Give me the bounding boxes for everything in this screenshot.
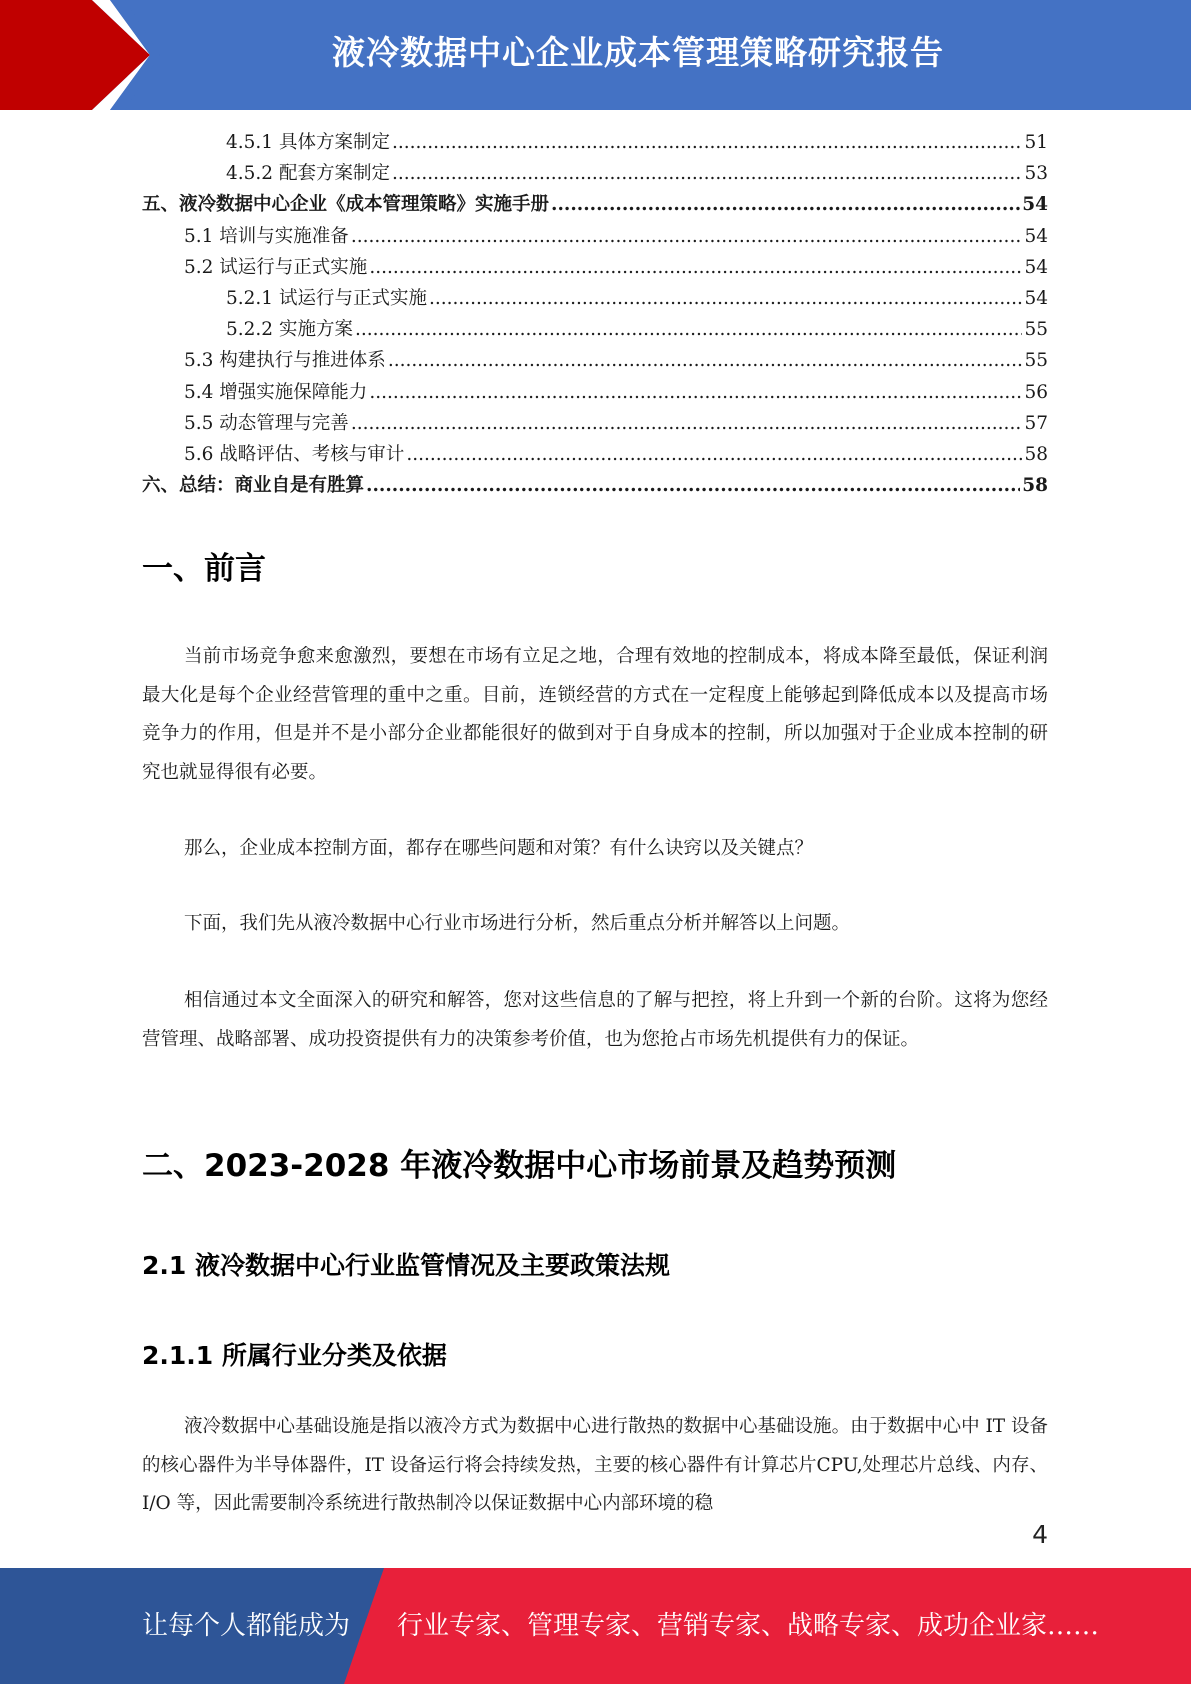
document-title: 液冷数据中心企业成本管理策略研究报告 [332, 33, 944, 72]
toc-entry[interactable] [142, 315, 1048, 346]
heading-section-2-1-1: 2.1.1 所属行业分类及依据 [142, 1341, 447, 1370]
toc-entry-label: 4.5.1 具体方案制定 [226, 132, 390, 153]
toc-entry-page: 54 [1024, 256, 1048, 278]
toc-entry-page: 51 [1024, 132, 1048, 153]
toc-entry-label: 5.6 战略评估、考核与审计 [184, 443, 405, 465]
paragraph-preface-4: 相信通过本文全面深入的研究和解答，您对这些信息的了解与把控，将上升到一个新的台阶。这将为您经营管理、战略部署、成功投资提供有力的决策参考价值，也为您抢占市场先机提供有力的保证。 [142, 990, 1048, 1050]
toc-leader-dots [388, 350, 1023, 371]
toc-entry[interactable] [142, 128, 1048, 159]
toc-entry[interactable] [142, 346, 1048, 377]
toc-leader-dots [369, 257, 1022, 278]
toc-entry-page: 56 [1024, 381, 1048, 403]
footer-slogan-right: 行业专家、管理专家、营销专家、战略专家、成功企业家…… [397, 1611, 1100, 1641]
toc-leader-dots [406, 444, 1022, 465]
toc-entry[interactable] [142, 190, 1048, 221]
toc-entry[interactable] [142, 284, 1048, 315]
page-number: 4 [1032, 1520, 1048, 1549]
toc-entry-page: 54 [1024, 225, 1048, 247]
toc-entry-page: 53 [1024, 163, 1048, 185]
paragraph-section-2-1-1: 液冷数据中心基础设施是指以液冷方式为数据中心进行散热的数据中心基础设施。由于数据中心中 IT 设备的核心器件为半导体器件，IT 设备运行将会持续发热，主要的核心器件有计算芯片CPU,处理芯片总线、内存、I/O 等，因此需要制冷系统进行散热制冷以保证数据中心内部环境的稳 [142, 1416, 1048, 1515]
header-banner [0, 0, 1191, 110]
toc-entry-page: 58 [1024, 443, 1048, 465]
toc-entry[interactable] [142, 378, 1048, 409]
footer-slogan-left: 让每个人都能成为 [142, 1611, 351, 1641]
paragraph-preface-3: 下面，我们先从液冷数据中心行业市场进行分析，然后重点分析并解答以上问题。 [184, 913, 851, 934]
toc-entry-label: 5.1 培训与实施准备 [184, 225, 349, 247]
toc-entry-label: 5.2.2 实施方案 [226, 319, 353, 341]
toc-leader-dots [429, 288, 1022, 309]
toc-leader-dots [355, 319, 1023, 340]
toc-leader-dots [392, 132, 1022, 153]
toc-entry-label: 5.2 试运行与正式实施 [184, 256, 368, 278]
toc-entry-page: 54 [1022, 194, 1048, 216]
toc-entry-page: 58 [1022, 475, 1048, 497]
toc-entry[interactable] [142, 409, 1048, 440]
toc-entry-label: 4.5.2 配套方案制定 [226, 163, 390, 185]
toc-entry[interactable] [142, 253, 1048, 284]
footer-banner [0, 1568, 1191, 1684]
paragraph-preface-1: 当前市场竞争愈来愈激烈，要想在市场有立足之地，合理有效地的控制成本，将成本降至最低，保证利润最大化是每个企业经营管理的重中之重。目前，连锁经营的方式在一定程度上能够起到降低成本以及提高市场竞争力的作用，但是并不是小部分企业都能很好的做到对于自身成本的控制，所以加强对于企业成本控制的研究也就显得很有必要。 [142, 646, 1048, 783]
toc-leader-dots [369, 382, 1022, 403]
toc-entry-label: 5.4 增强实施保障能力 [184, 381, 368, 403]
toc-entry-page: 55 [1024, 350, 1048, 372]
toc-entry-label: 5.3 构建执行与推进体系 [184, 350, 386, 372]
heading-preface: 一、前言 [142, 551, 266, 587]
toc-leader-dots [351, 226, 1023, 247]
toc-entry[interactable] [142, 222, 1048, 253]
toc-leader-dots [351, 413, 1023, 434]
toc-entry-page: 57 [1024, 412, 1048, 434]
toc-entry-label: 5.5 动态管理与完善 [184, 412, 349, 434]
toc-entry[interactable] [142, 471, 1048, 502]
toc-entry-label: 5.2.1 试运行与正式实施 [226, 287, 427, 309]
toc-entry-label: 五、液冷数据中心企业《成本管理策略》实施手册 [142, 194, 550, 216]
toc-entry-label: 六、总结：商业自是有胜算 [142, 475, 365, 497]
toc-leader-dots [392, 163, 1022, 184]
table-of-contents [142, 128, 1048, 502]
toc-entry[interactable] [142, 440, 1048, 471]
toc-entry-page: 54 [1024, 287, 1048, 309]
heading-section-2-1: 2.1 液冷数据中心行业监管情况及主要政策法规 [142, 1251, 670, 1280]
toc-leader-dots [551, 194, 1020, 215]
toc-entry[interactable] [142, 159, 1048, 190]
paragraph-preface-2: 那么，企业成本控制方面，都存在哪些问题和对策？有什么诀窍以及关键点？ [184, 838, 814, 859]
toc-leader-dots [366, 475, 1020, 496]
toc-entry-page: 55 [1024, 319, 1048, 341]
heading-market-outlook: 二、2023-2028 年液冷数据中心市场前景及趋势预测 [142, 1148, 897, 1184]
